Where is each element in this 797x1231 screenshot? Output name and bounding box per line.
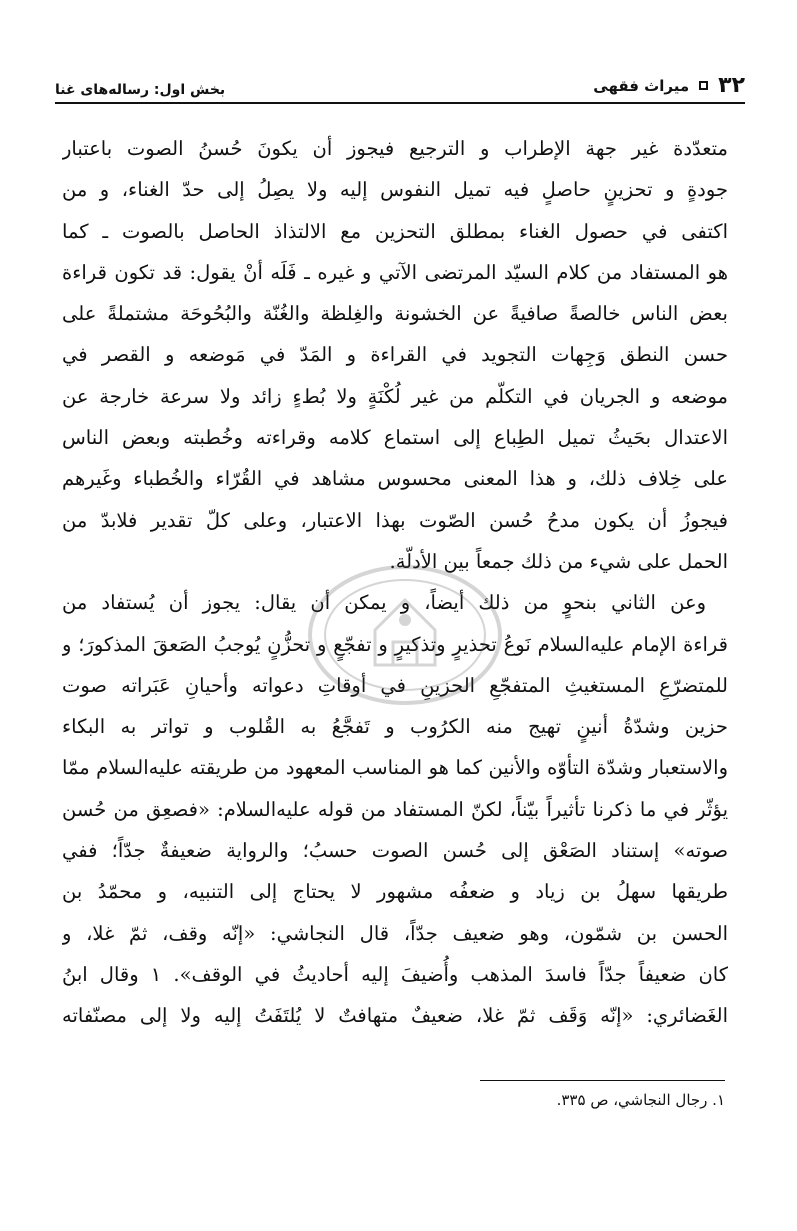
body-text [62, 128, 728, 1037]
text-line: متعدّدة غير جهة الإطراب و الترجيع فيجوز أن يكونَ حُسنُ الصوت باعتبار [62, 137, 728, 160]
text-line: يؤثّر في ما ذكرنا تأثيراً بيّناً، لكنّ المستفاد من قوله عليه‌السلام: «فصعِق من حُسن [62, 797, 728, 821]
square-bullet-icon [699, 81, 708, 90]
text-line: موضعه و الجريان في التكلّم من غير لُكْنَةٍ ولا بُطءٍ زائد ولا سرعة خارجة عن [62, 384, 728, 408]
text-line: هو المستفاد من كلام السيّد المرتضى الآتي و غيره ـ فَلَه أنْ يقول: قد تكون قراءة [62, 260, 728, 284]
text-line: الحسن بن شمّون، وهو ضعيف جدّاً، قال النجاشي: «إنّه وقف، ثمّ غلا، و [62, 921, 728, 945]
text-line: على خِلاف ذلك، و هذا المعنى محسوس مشاهد في القُرّاء والخُطباء وغَيرهم [62, 467, 728, 491]
text-line: الغَضائري: «إنّه وَقَف ثمّ غلا، ضعيفٌ متهافتٌ لا يُلتَفَتُ إليه ولا إلى مصنّفاته [62, 1004, 728, 1028]
text-line: للمتضرّعِ المستغيثِ المتفجّعِ الحزينِ في أوقاتِ دعواته وأحيانِ عَبَراته صوت [62, 673, 728, 697]
text-line: وعن الثاني بنحوٍ من ذلك أيضاً، و يمكن أن يقال: يجوز أن يُستفاد من [62, 591, 706, 615]
book-title: میراث فقهی [593, 76, 690, 95]
text-line: جودةٍ و تحزينٍ حاصلٍ فيه تميل النفوس إليه ولا يصِلُ إلى حدّ الغناء، و من [62, 178, 728, 202]
page-header [55, 62, 745, 104]
text-line: الاعتدال بحَيثُ تميل الطِباع إلى استماع كلامه وقراءته وخُطبته وبعض الناس [62, 426, 728, 450]
text-line: فيجوزُ أن يكون مدحُ حُسن الصّوت بهذا الاعتبار، وعلى كلّ تقدير فلابدّ من [62, 508, 728, 532]
text-line: الحمل على شيء من ذلك جمعاً بين الأدلّة. [389, 549, 728, 573]
text-line: والاستعبار وشدّة التأوّه والأنين كما هو المناسب المعهود من طريقته عليه‌السلام ممّا [62, 756, 728, 780]
header-right [593, 73, 745, 98]
text-line: كان ضعيفاً جدّاً فاسدَ المذهب وأُضيفَ إليه أحاديثُ في الوقف». ۱ وقال ابنُ [62, 962, 728, 986]
footnote-divider [480, 1080, 725, 1081]
text-line: اكتفى في حصول الغناء بمطلق التحزين مع الالتذاذ الحاصل بالصوت ـ كما [62, 219, 728, 243]
text-line: حزين وشدّةُ أنينٍ تهيج منه الكرُوب و تَفجَّعُ به القُلوب و تواتر به البكاء [62, 715, 728, 739]
footnote: ۱. رجال النجاشي، ص ۳۳۵. [556, 1091, 725, 1109]
text-line: بعض الناس خالصةً صافيةً عن الخشونة والغِلظة والغُنّة والبُحُوحَة مشتملةً على [62, 302, 728, 326]
text-line: طريقها سهلُ بن زياد و ضعفُه مشهور لا يحتاج إلى التنبيه، و محمّدُ بن [62, 880, 728, 904]
text-line: صوته» إستناد الصَعْق إلى حُسن الصوت حسبُ؛ والرواية ضعيفةٌ جدّاً؛ ففي [62, 839, 728, 863]
text-line: قراءة الإمام عليه‌السلام نَوعُ تحذيرٍ وتذكيرٍ و تفجّعٍ و تحزُّنٍ يُوجبُ الصَعقَ المذكورَ؛ و [62, 632, 728, 656]
text-line: حسن النطق وَجِهات التجويد في القراءة و المَدّ في مَوضعه و القصر في [62, 343, 728, 367]
header-left [55, 82, 225, 98]
section-title: بخش اول: رساله‌های غنا [55, 82, 226, 98]
page-number: ۳۲ [718, 73, 745, 98]
